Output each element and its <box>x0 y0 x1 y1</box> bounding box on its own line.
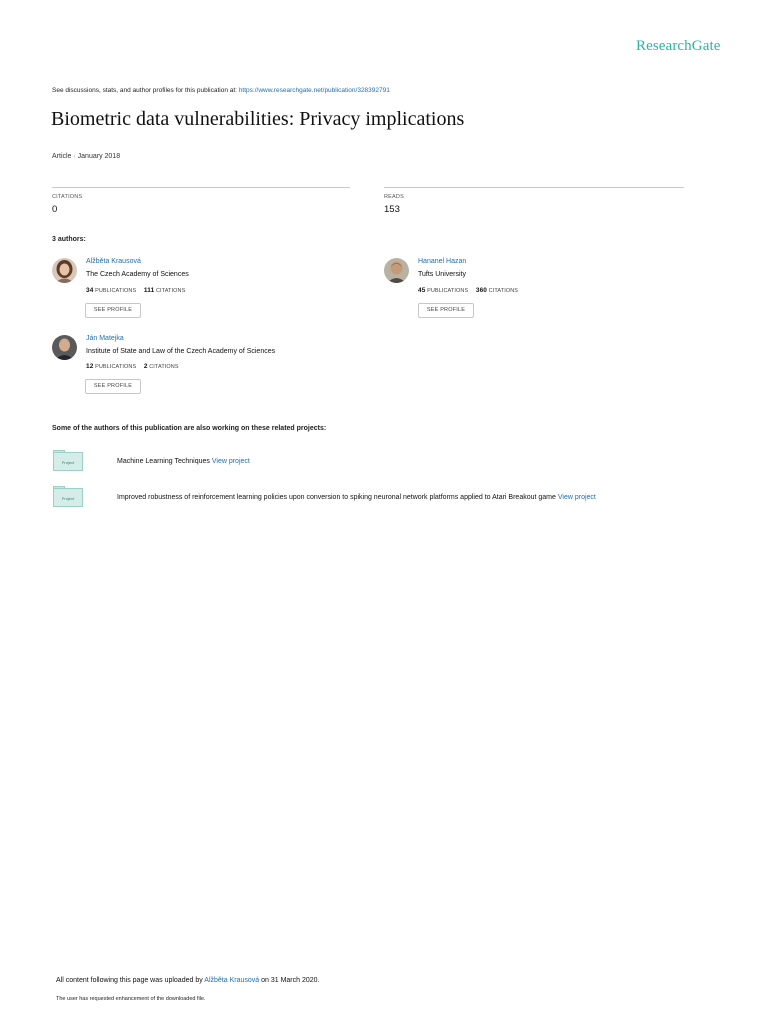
citations-count: 111 <box>143 287 155 294</box>
author-institution: Tufts University <box>418 271 466 278</box>
reads-divider <box>384 187 684 188</box>
view-project-link[interactable]: View project <box>211 458 250 465</box>
publications-count: 34 <box>86 287 94 294</box>
reads-label: READS <box>384 194 404 200</box>
researchgate-logo[interactable]: ResearchGate <box>636 38 721 54</box>
citations-value: 0 <box>52 204 58 215</box>
citations-label: CITATIONS <box>52 194 83 200</box>
author-avatar-krausova[interactable] <box>52 258 77 283</box>
author-stats <box>418 287 518 294</box>
project-item <box>117 494 596 501</box>
related-projects-heading: Some of the authors of this publication are also working on these related projects: <box>52 425 327 432</box>
citations-divider <box>52 187 350 188</box>
author-name[interactable]: Hananel Hazan <box>418 258 467 265</box>
enhancement-note: The user has requested enhancement of the downloaded file. <box>56 996 206 1002</box>
project-folder-icon[interactable] <box>53 450 83 472</box>
author-name[interactable]: Ján Matejka <box>86 335 124 342</box>
upload-note <box>56 977 319 984</box>
publications-label: PUBLICATIONS <box>95 288 137 294</box>
publication-meta: Article · January 2018 <box>52 153 121 160</box>
reads-value: 153 <box>384 204 400 215</box>
see-profile-button[interactable]: SEE PROFILE <box>418 303 474 318</box>
upload-prefix: All content following this page was uploaded by <box>56 977 203 984</box>
citations-count: 360 <box>475 287 488 294</box>
publications-label: PUBLICATIONS <box>95 364 137 370</box>
author-institution: The Czech Academy of Sciences <box>86 271 189 278</box>
citations-count: 2 <box>143 363 148 370</box>
person-photo-icon <box>384 258 409 283</box>
page-title: Biometric data vulnerabilities: Privacy implications <box>51 108 465 130</box>
author-stats <box>86 363 179 370</box>
view-project-link[interactable]: View project <box>557 494 596 501</box>
see-profile-button[interactable]: SEE PROFILE <box>85 303 141 318</box>
upload-date: on 31 March 2020. <box>261 977 320 984</box>
project-item <box>117 458 250 465</box>
publications-label: PUBLICATIONS <box>427 288 469 294</box>
folder-label: Project <box>61 460 75 465</box>
publication-url-link[interactable]: https://www.researchgate.net/publication/328392791 <box>238 87 390 94</box>
uploader-link[interactable]: Alžběta Krausová <box>204 977 260 984</box>
citations-label: CITATIONS <box>155 288 186 294</box>
author-institution: Institute of State and Law of the Czech Academy of Sciences <box>86 348 276 355</box>
author-avatar-hazan[interactable] <box>384 258 409 283</box>
see-profile-button[interactable]: SEE PROFILE <box>85 379 141 394</box>
publications-count: 12 <box>86 363 94 370</box>
project-folder-icon[interactable] <box>53 486 83 508</box>
citations-label: CITATIONS <box>149 364 179 370</box>
author-avatar-matejka[interactable] <box>52 335 77 360</box>
discussion-text: See discussions, stats, and author profiles for this publication at: <box>52 87 237 94</box>
person-photo-icon <box>52 258 77 283</box>
publications-count: 45 <box>418 287 426 294</box>
project-title: Improved robustness of reinforcement learning policies upon conversion to spiking neuronal network platforms applied to Atari Breakout game <box>117 494 556 501</box>
author-stats <box>86 287 185 294</box>
person-photo-icon <box>52 335 77 360</box>
folder-label: Project <box>61 496 75 501</box>
discussion-note <box>52 87 390 94</box>
project-title: Machine Learning Techniques <box>117 458 210 465</box>
author-name[interactable]: Alžběta Krausová <box>86 258 141 265</box>
authors-heading: 3 authors: <box>52 236 86 243</box>
citations-label: CITATIONS <box>488 288 519 294</box>
